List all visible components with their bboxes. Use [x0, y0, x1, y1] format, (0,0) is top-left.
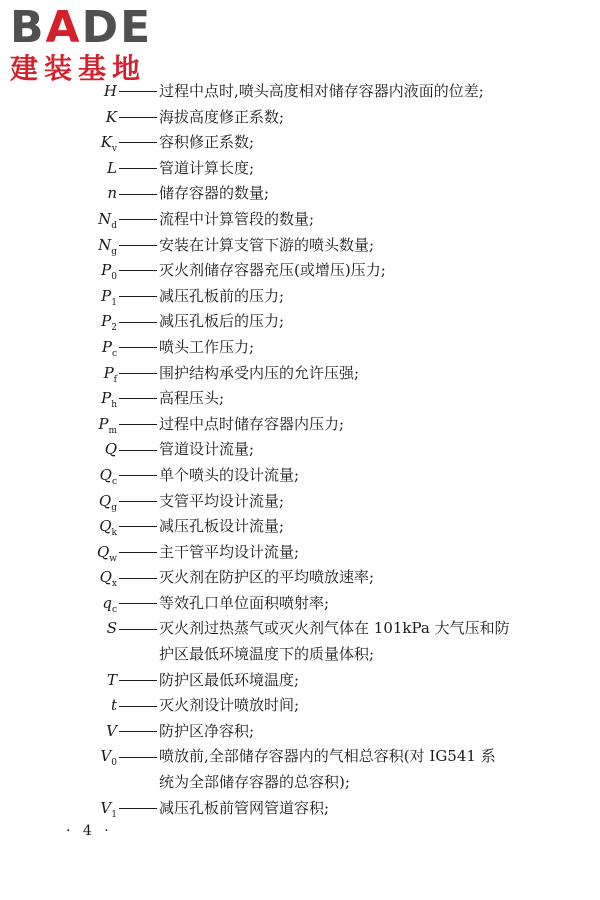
- symbol: S: [106, 619, 117, 638]
- symbol: L: [107, 158, 117, 177]
- symbol-entry: [0, 105, 600, 131]
- dash-separator: [119, 706, 157, 707]
- symbol-description: 储存容器的数量;: [159, 184, 270, 203]
- symbol-entry: [0, 258, 600, 284]
- dash-separator: [119, 373, 157, 374]
- symbol-entry: [0, 540, 600, 566]
- symbol: K: [105, 107, 117, 126]
- dash-separator: [119, 680, 157, 681]
- symbol-description: 安装在计算支管下游的喷头数量;: [159, 235, 375, 254]
- symbol-entry: [0, 693, 600, 719]
- dash-separator: [119, 245, 157, 246]
- symbol-description: 高程压头;: [159, 389, 225, 408]
- symbol-entry: [0, 744, 600, 795]
- symbol: $V_0$: [100, 747, 117, 769]
- symbol-entry: [0, 79, 600, 105]
- symbol-entry: [0, 514, 600, 540]
- dash-separator: [119, 603, 157, 604]
- dash-separator: [119, 629, 157, 630]
- symbol: H: [103, 82, 117, 100]
- symbol-entry: [0, 284, 600, 310]
- page-number: · 4 ·: [66, 823, 113, 839]
- symbol-description: 减压孔板后的压力;: [159, 312, 285, 331]
- symbol-description: 支管平均设计流量;: [159, 491, 285, 510]
- symbol: $P_f$: [103, 363, 117, 385]
- symbol-description: 灭火剂设计喷放时间;: [159, 696, 300, 715]
- symbol: n: [107, 184, 117, 203]
- dash-separator: [119, 757, 157, 758]
- dash-separator: [119, 142, 157, 143]
- symbol-entry: [0, 668, 600, 694]
- symbol-description: 海拔高度修正系数;: [159, 107, 285, 126]
- symbol-description: 流程中计算管段的数量;: [159, 209, 315, 228]
- dash-separator: [119, 501, 157, 502]
- symbol-description-continuation: 统为全部储存容器的总容积);: [159, 773, 350, 792]
- symbol: $K_v$: [100, 133, 117, 155]
- symbol-entry: [0, 616, 600, 667]
- symbol-entry: [0, 386, 600, 412]
- dash-separator: [119, 808, 157, 809]
- symbol-entry: [0, 156, 600, 182]
- bade-logo: [10, 2, 180, 86]
- symbol-entry: [0, 437, 600, 463]
- symbol-description: 管道设计流量;: [159, 440, 255, 459]
- symbol-description: 灭火剂储存容器充压(或增压)压力;: [159, 261, 386, 280]
- symbol-entry: [0, 181, 600, 207]
- dash-separator: [119, 731, 157, 732]
- dash-separator: [119, 347, 157, 348]
- symbol: $Q_k$: [99, 517, 117, 539]
- symbol-description: 灭火剂在防护区的平均喷放速率;: [159, 568, 375, 587]
- symbol: $N_g$: [98, 235, 117, 257]
- symbol-description: 防护区净容积;: [159, 721, 255, 740]
- logo-wordmark: BADE: [10, 2, 153, 53]
- symbol: V: [106, 721, 117, 740]
- dash-separator: [119, 296, 157, 297]
- symbol: $P_0$: [101, 261, 117, 283]
- symbol-description: 管道计算长度;: [159, 158, 255, 177]
- symbol-entry: [0, 361, 600, 387]
- symbol-description: 等效孔口单位面积喷射率;: [159, 593, 330, 612]
- symbol-entry: [0, 207, 600, 233]
- symbol: $Q_x$: [99, 568, 117, 590]
- symbol-description: 过程中点时,喷头高度相对储存容器内液面的位差;: [159, 82, 484, 100]
- symbol-description: 喷放前,全部储存容器内的气相总容积(对 IG541 系: [159, 747, 496, 766]
- dash-separator: [119, 322, 157, 323]
- symbol: Q: [104, 440, 117, 459]
- symbol-list: [0, 79, 600, 821]
- dash-separator: [119, 552, 157, 553]
- dash-separator: [119, 117, 157, 118]
- dash-separator: [119, 526, 157, 527]
- symbol-description: 灭火剂过热蒸气或灭火剂气体在 101kPa 大气压和防: [159, 619, 510, 638]
- symbol-description: 防护区最低环境温度;: [159, 670, 300, 689]
- symbol-description: 主干管平均设计流量;: [159, 542, 300, 561]
- logo-chinese: 建装基地: [10, 52, 147, 85]
- symbol-description: 单个喷头的设计流量;: [159, 465, 300, 484]
- symbol-description: 减压孔板前的压力;: [159, 286, 285, 305]
- symbol-entry: [0, 412, 600, 438]
- dash-separator: [119, 168, 157, 169]
- symbol-entry: [0, 591, 600, 617]
- symbol: $q_c$: [102, 593, 117, 615]
- symbol-entry: [0, 130, 600, 156]
- symbol-entry: [0, 565, 600, 591]
- symbol-entry: [0, 719, 600, 745]
- dash-separator: [119, 450, 157, 451]
- symbol: $V_1$: [100, 798, 117, 820]
- symbol: $Q_w$: [96, 542, 117, 564]
- symbol-entry: [0, 233, 600, 259]
- symbol: t: [110, 696, 117, 715]
- symbol: T: [106, 670, 117, 689]
- symbol: $P_c$: [101, 337, 117, 359]
- dash-separator: [119, 194, 157, 195]
- symbol-entry: [0, 335, 600, 361]
- symbol-entry: [0, 489, 600, 515]
- dash-separator: [119, 91, 157, 92]
- dash-separator: [119, 424, 157, 425]
- symbol-description: 容积修正系数;: [159, 133, 255, 152]
- symbol-description: 过程中点时储存容器内压力;: [159, 414, 345, 433]
- dash-separator: [119, 398, 157, 399]
- symbol: $N_d$: [98, 209, 117, 231]
- symbol-description: 减压孔板设计流量;: [159, 517, 285, 536]
- symbol-description-continuation: 护区最低环境温度下的质量体积;: [159, 645, 375, 664]
- dash-separator: [119, 219, 157, 220]
- symbol: $P_2$: [101, 312, 117, 334]
- symbol-description: 围护结构承受内压的允许压强;: [159, 363, 360, 382]
- symbol: $P_m$: [98, 414, 117, 436]
- symbol-description: 减压孔板前管网管道容积;: [159, 798, 330, 817]
- dash-separator: [119, 475, 157, 476]
- symbol: $Q_g$: [98, 491, 117, 513]
- symbol-entry: [0, 309, 600, 335]
- symbol: $P_1$: [101, 286, 117, 308]
- symbol: $Q_c$: [99, 465, 117, 487]
- dash-separator: [119, 270, 157, 271]
- symbol-entry: [0, 796, 600, 822]
- symbol: $P_h$: [101, 389, 117, 411]
- symbol-description: 喷头工作压力;: [159, 337, 255, 356]
- dash-separator: [119, 578, 157, 579]
- symbol-entry: [0, 463, 600, 489]
